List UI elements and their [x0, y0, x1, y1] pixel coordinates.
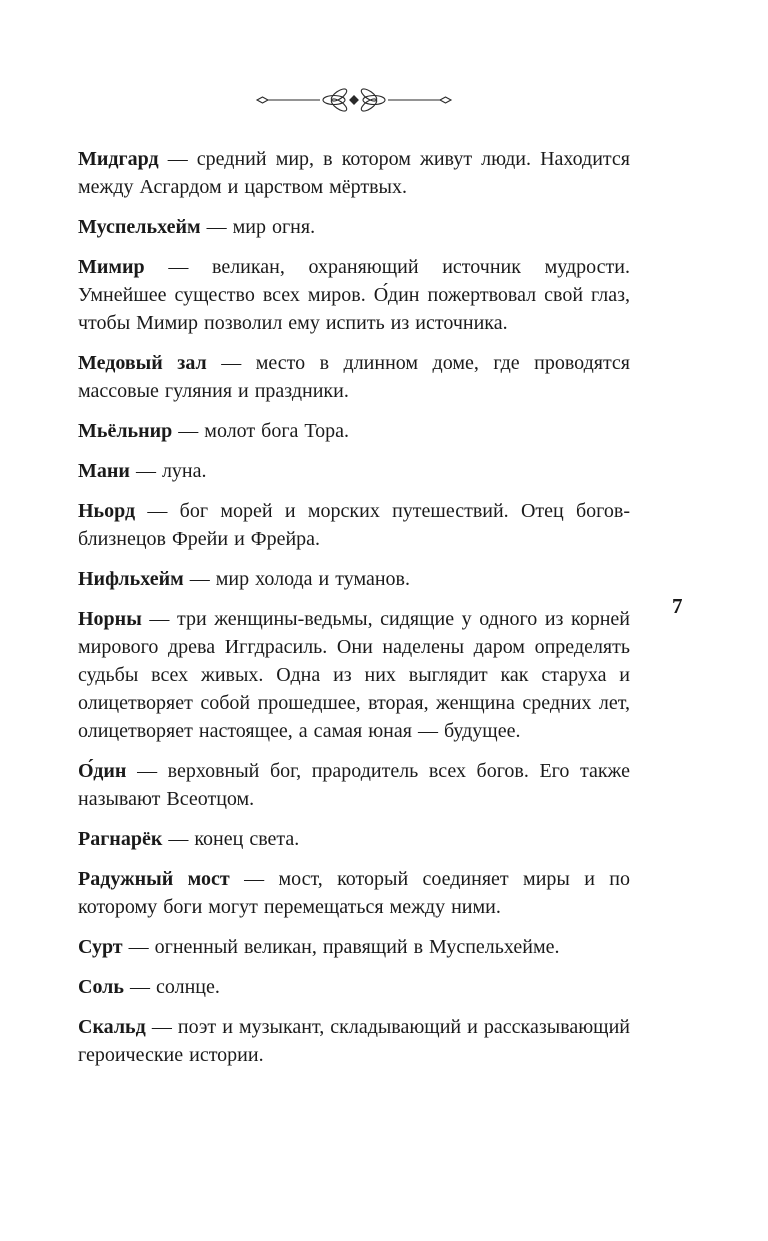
glossary-entry [78, 213, 630, 241]
term: Мани [78, 460, 130, 482]
term: Нифльхейм [78, 568, 184, 590]
definition: — огненный великан, правящий в Муспельхейме. [122, 936, 560, 958]
term: Мьёльнир [78, 420, 173, 442]
glossary-entry [78, 497, 630, 553]
term: Мидгард [78, 148, 159, 170]
page-number: 7 [672, 594, 683, 618]
glossary-entry [78, 757, 630, 813]
definition: — средний мир, в котором живут люди. Находится между Асгардом и царством мёртвых. [78, 148, 630, 198]
definition: — солнце. [123, 976, 220, 998]
term: Рагнарёк [78, 828, 163, 850]
definition: — бог морей и морских путешествий. Отец богов-близнецов Фрейи и Фрейра. [78, 500, 630, 550]
definition: — верховный бог, прародитель всех богов. Его также называют Всеотцом. [78, 760, 630, 810]
term: Муспельхейм [78, 216, 201, 238]
term: Соль [78, 976, 124, 998]
definition: — конец света. [162, 828, 300, 850]
glossary-entry [78, 973, 630, 1001]
term: Сурт [78, 936, 123, 958]
definition: — место в длинном доме, где проводятся массовые гуляния и праздники. [78, 352, 631, 402]
definition: — луна. [129, 460, 207, 482]
glossary-entry [78, 605, 630, 745]
glossary-entry [78, 145, 630, 201]
term: Ньорд [78, 500, 136, 522]
glossary-entry [78, 933, 630, 961]
definition: — молот бога Тора. [172, 420, 349, 442]
ornament-divider [78, 0, 630, 121]
glossary-entry [78, 825, 630, 853]
definition: — мир холода и туманов. [183, 568, 410, 590]
glossary-entry [78, 457, 630, 485]
term: О́дин [78, 760, 127, 782]
glossary-entry [78, 1013, 630, 1069]
glossary-entry [78, 349, 630, 405]
definition: — мост, который соединяет миры и по которому боги могут перемещаться между ними. [78, 868, 630, 918]
glossary-entry [78, 253, 630, 337]
term: Радужный мост [78, 868, 230, 890]
glossary-entry [78, 565, 630, 593]
definition: — три женщины-ведьмы, сидящие у одного из корней мирового древа Иггдрасиль. Они наделены даром определять судьбы всех живых. Одна из них выглядит как старуха и олицетворяет собой прошедшее, вторая, женщина средних лет, олицетворяет настоящее, а самая юная — будущее. [78, 608, 630, 742]
definition: — великан, охраняющий источник мудрости. Умнейшее существо всех миров. О́дин пожертвовал свой глаз, чтобы Мимир позволил ему испить из источника. [78, 256, 630, 334]
definition: — поэт и музыкант, складывающий и рассказывающий героические истории. [78, 1016, 630, 1066]
term: Норны [78, 608, 142, 630]
glossary-entry [78, 417, 630, 445]
term: Медовый зал [78, 352, 207, 374]
term: Мимир [78, 256, 145, 278]
glossary-text-block [78, 145, 630, 1069]
definition: — мир огня. [200, 216, 316, 238]
glossary-entry [78, 865, 630, 921]
knot-divider-icon [254, 84, 454, 116]
term: Скальд [78, 1016, 146, 1038]
